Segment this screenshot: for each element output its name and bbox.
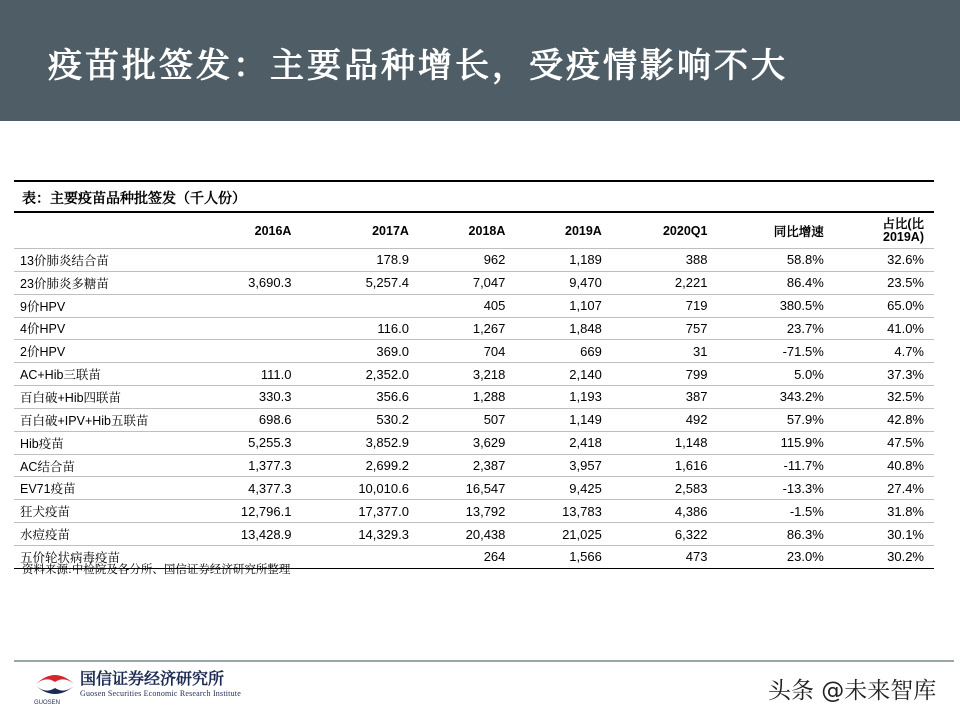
column-header: 2020Q1	[662, 224, 708, 238]
vaccine-batch-table	[14, 214, 934, 569]
table-cell: 1,107	[515, 294, 611, 317]
table-row	[14, 317, 934, 340]
table-cell: 16,547	[419, 477, 515, 500]
table-row	[14, 386, 934, 409]
table-cell: 14,329.3	[301, 523, 418, 546]
source-note: 资料来源:中检院及各分所、国信证券经济研究所整理	[22, 562, 291, 576]
table-cell: 2,140	[515, 363, 611, 386]
table-row	[14, 431, 934, 454]
table-cell: 57.9%	[717, 408, 833, 431]
table-body	[14, 249, 934, 569]
table-cell: 330.3	[184, 386, 301, 409]
row-label: 百白破+Hib四联苗	[14, 386, 184, 409]
table-cell: 13,792	[419, 500, 515, 523]
table-cell: 799	[612, 363, 718, 386]
table-cell: 6,322	[612, 523, 718, 546]
table-cell: 86.4%	[717, 271, 833, 294]
table-cell: 21,025	[515, 523, 611, 546]
table-row	[14, 249, 934, 272]
table-row	[14, 477, 934, 500]
table-cell: 1,189	[515, 249, 611, 272]
table-cell: 13,783	[515, 500, 611, 523]
table-cell: 41.0%	[834, 317, 934, 340]
table-cell: 7,047	[419, 271, 515, 294]
table-cell: 1,616	[612, 454, 718, 477]
table-cell: 30.2%	[834, 545, 934, 568]
row-label: 水痘疫苗	[14, 523, 184, 546]
row-label: AC+Hib三联苗	[14, 363, 184, 386]
table-cell: 178.9	[301, 249, 418, 272]
table-cell: -13.3%	[717, 477, 833, 500]
table-row	[14, 408, 934, 431]
guosen-logo-icon	[34, 668, 76, 698]
table-cell: 3,218	[419, 363, 515, 386]
table-cell: -71.5%	[717, 340, 833, 363]
table-cell: 380.5%	[717, 294, 833, 317]
table-cell: 12,796.1	[184, 500, 301, 523]
table-cell: 3,690.3	[184, 271, 301, 294]
table-cell: 5.0%	[717, 363, 833, 386]
footer-divider	[14, 660, 954, 662]
table-cell: 4,386	[612, 500, 718, 523]
table-cell: 2,583	[612, 477, 718, 500]
table-title: 表：主要疫苗品种批签发（千人份）	[22, 191, 246, 207]
logo-small-text: GUOSEN	[34, 700, 61, 706]
table-cell: 473	[612, 545, 718, 568]
table-cell: 47.5%	[834, 431, 934, 454]
table-cell: 387	[612, 386, 718, 409]
table-cell: 669	[515, 340, 611, 363]
table-cell: 3,629	[419, 431, 515, 454]
table-cell: 20,438	[419, 523, 515, 546]
table-cell: 2,221	[612, 271, 718, 294]
table-cell: 32.5%	[834, 386, 934, 409]
table-cell: 2,352.0	[301, 363, 418, 386]
table-cell: 1,193	[515, 386, 611, 409]
table-cell: -1.5%	[717, 500, 833, 523]
table-cell: 23.0%	[717, 545, 833, 568]
table-cell: 23.7%	[717, 317, 833, 340]
table-cell: 388	[612, 249, 718, 272]
table-cell: 356.6	[301, 386, 418, 409]
table-cell: 32.6%	[834, 249, 934, 272]
table-row	[14, 271, 934, 294]
table-cell: 58.8%	[717, 249, 833, 272]
table-cell: 2,699.2	[301, 454, 418, 477]
table-cell: 111.0	[184, 363, 301, 386]
table-cell: 5,255.3	[184, 431, 301, 454]
table-cell: 115.9%	[717, 431, 833, 454]
row-label: Hib疫苗	[14, 431, 184, 454]
row-label: AC结合苗	[14, 454, 184, 477]
table-cell: 264	[419, 545, 515, 568]
table-cell: 65.0%	[834, 294, 934, 317]
table-cell	[184, 249, 301, 272]
table-cell: 9,425	[515, 477, 611, 500]
table-row	[14, 294, 934, 317]
table-cell: 10,010.6	[301, 477, 418, 500]
table-cell: 1,267	[419, 317, 515, 340]
watermark: 头条 @未来智库	[768, 678, 937, 704]
column-header: 同比增速	[773, 225, 824, 239]
table-cell: 3,852.9	[301, 431, 418, 454]
column-header-share	[834, 214, 934, 249]
table-cell: 369.0	[301, 340, 418, 363]
table-row	[14, 363, 934, 386]
table-row	[14, 340, 934, 363]
table-cell	[301, 545, 418, 568]
table-cell: 704	[419, 340, 515, 363]
table-header-row	[14, 214, 934, 249]
table-cell: 42.8%	[834, 408, 934, 431]
table-cell: 116.0	[301, 317, 418, 340]
row-label: 13价肺炎结合苗	[14, 249, 184, 272]
page-title: 疫苗批签发：主要品种增长，受疫情影响不大	[48, 46, 788, 86]
table-cell: 2,418	[515, 431, 611, 454]
table-cell: 9,470	[515, 271, 611, 294]
column-header: 2018A	[468, 224, 506, 238]
table-cell: 5,257.4	[301, 271, 418, 294]
column-header: 2019A	[565, 224, 602, 238]
table-row	[14, 523, 934, 546]
title-banner	[0, 0, 960, 121]
table-cell: 530.2	[301, 408, 418, 431]
table-cell: 4.7%	[834, 340, 934, 363]
table-cell: 1,848	[515, 317, 611, 340]
table-cell: 507	[419, 408, 515, 431]
table-cell: -11.7%	[717, 454, 833, 477]
share-header-line1: 占比(比	[882, 217, 924, 231]
table-cell: 40.8%	[834, 454, 934, 477]
table-row	[14, 454, 934, 477]
table-cell	[184, 294, 301, 317]
table-cell: 719	[612, 294, 718, 317]
logo-name-cn: 国信证券经济研究所	[80, 669, 225, 688]
table-cell: 37.3%	[834, 363, 934, 386]
table-top-rule	[14, 180, 934, 182]
table-cell: 962	[419, 249, 515, 272]
table-cell: 405	[419, 294, 515, 317]
column-header	[14, 214, 184, 249]
table-cell: 698.6	[184, 408, 301, 431]
row-label: EV71疫苗	[14, 477, 184, 500]
row-label: 2价HPV	[14, 340, 184, 363]
table-cell: 1,149	[515, 408, 611, 431]
row-label: 4价HPV	[14, 317, 184, 340]
table-title-rule	[14, 211, 934, 213]
table-cell: 492	[612, 408, 718, 431]
table-cell: 30.1%	[834, 523, 934, 546]
table-cell: 27.4%	[834, 477, 934, 500]
table-cell	[184, 340, 301, 363]
table-cell: 31	[612, 340, 718, 363]
row-label: 狂犬疫苗	[14, 500, 184, 523]
table-cell: 17,377.0	[301, 500, 418, 523]
table-cell	[301, 294, 418, 317]
table-cell: 86.3%	[717, 523, 833, 546]
column-header: 2016A	[254, 224, 292, 238]
table-cell	[184, 317, 301, 340]
row-label: 23价肺炎多糖苗	[14, 271, 184, 294]
column-header: 2017A	[372, 224, 409, 238]
logo-name-en: Guosen Securities Economic Research Institute	[80, 689, 241, 698]
row-label: 五价轮状病毒疫苗	[14, 545, 184, 568]
table-cell: 13,428.9	[184, 523, 301, 546]
table-cell: 23.5%	[834, 271, 934, 294]
table-cell: 3,957	[515, 454, 611, 477]
row-label: 百白破+IPV+Hib五联苗	[14, 408, 184, 431]
table-cell: 1,148	[612, 431, 718, 454]
table-cell: 4,377.3	[184, 477, 301, 500]
table-cell: 757	[612, 317, 718, 340]
table-cell: 343.2%	[717, 386, 833, 409]
table-row	[14, 500, 934, 523]
table-cell: 1,288	[419, 386, 515, 409]
share-header-line2: 2019A)	[883, 230, 924, 244]
table-cell: 31.8%	[834, 500, 934, 523]
table-cell: 1,377.3	[184, 454, 301, 477]
table-cell: 2,387	[419, 454, 515, 477]
table-cell: 1,566	[515, 545, 611, 568]
row-label: 9价HPV	[14, 294, 184, 317]
